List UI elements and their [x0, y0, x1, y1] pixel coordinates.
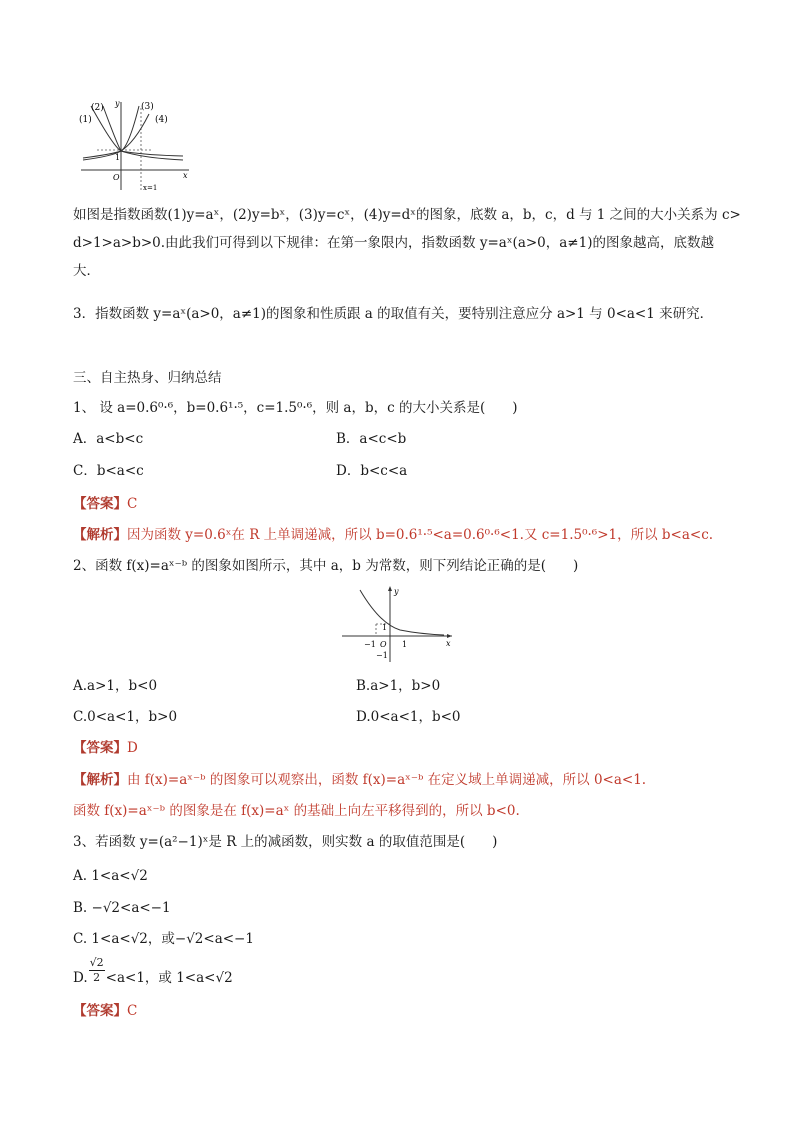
curve-label-3: (3): [141, 102, 154, 112]
q1-analysis-text: 因为函数 y=0.6ˣ在 R 上单调递减，所以 b=0.6¹·⁵<a=0.6⁰·⁶<1.又 c=1.5⁰·⁶>1，所以 b<a<c.: [127, 527, 714, 543]
q3-stem: 3、若函数 y=(a²−1)ˣ是 R 上的减函数，则实数 a 的取值范围是( ): [73, 834, 498, 850]
q1-option-a: A．a<b<c: [73, 431, 144, 447]
q1-answer: [73, 494, 137, 514]
q1-analysis: [73, 525, 713, 545]
q2-analysis-label: 【解析】: [73, 772, 127, 788]
curve-label-4: (4): [155, 115, 168, 125]
q2-graph-figure: [340, 584, 456, 664]
q2-option-b: B.a>1，b>0: [356, 678, 441, 694]
intro-line-3: 大．: [73, 263, 100, 279]
q2-axis-y: y: [394, 587, 399, 596]
q1-analysis-label: 【解析】: [73, 527, 127, 543]
q2-answer-label: 【答案】: [73, 740, 127, 756]
q2-one-y: 1: [382, 623, 388, 632]
q3-option-a: A. 1<a<√2: [73, 868, 148, 884]
q2-analysis-line-2: 函数 f(x)=aˣ⁻ᵇ 的图象是在 f(x)=aˣ 的基础上向左平移得到的，所以 b<0.: [73, 803, 520, 819]
q3-option-d-rest: <a<1，或 1<a<√2: [105, 970, 233, 986]
x-eq-1-label: x=1: [143, 184, 158, 192]
curve-label-2: (2): [91, 103, 104, 113]
q1-answer-label: 【答案】: [73, 496, 127, 512]
q2-option-a: A.a>1，b<0: [73, 678, 158, 694]
q3-answer-label: 【答案】: [73, 1003, 127, 1019]
q2-axis-x: x: [446, 639, 451, 648]
q2-analysis-text-1: 由 f(x)=aˣ⁻ᵇ 的图象可以观察出，函数 f(x)=aˣ⁻ᵇ 在定义域上单调递减，所以 0<a<1.: [127, 772, 647, 788]
q3-option-d-prefix: D.: [73, 970, 88, 986]
section-title: 三、自主热身、归纳总结: [73, 370, 222, 386]
q2-analysis-line-1: [73, 770, 646, 790]
q3-option-b: B. −√2<a<−1: [73, 900, 171, 916]
q2-minus-one-x: −1: [364, 640, 376, 649]
exponential-curves-figure: [73, 98, 193, 194]
q2-one-x: 1: [402, 640, 408, 649]
q2-option-c: C.0<a<1，b>0: [73, 709, 178, 725]
axis-x-label: x: [183, 171, 188, 180]
q1-option-b: B．a<c<b: [336, 431, 407, 447]
q2-minus-one-y: −1: [376, 651, 388, 660]
intro-line-2: d>1>a>b>0.由此我们可得到以下规律：在第一象限内，指数函数 y=aˣ(a>0，a≠1)的图象越高，底数越: [73, 235, 714, 251]
q2-answer: [73, 738, 138, 758]
one-label: 1: [115, 153, 121, 162]
point-3: 3．指数函数 y=aˣ(a>0，a≠1)的图象和性质跟 a 的取值有关，要特别注意应分 a>1 与 0<a<1 来研究．: [73, 306, 714, 322]
q3-option-d: [73, 956, 233, 992]
q3-answer-value: C: [127, 1003, 138, 1019]
q2-option-d: D.0<a<1，b<0: [356, 709, 461, 725]
q1-answer-value: C: [127, 496, 138, 512]
q3-option-c: C. 1<a<√2，或−√2<a<−1: [73, 931, 254, 947]
q2-stem: 2、函数 f(x)=aˣ⁻ᵇ 的图象如图所示，其中 a，b 为常数，则下列结论正确的是( ): [73, 558, 579, 574]
curve-label-1: (1): [79, 115, 92, 125]
q3-option-d-denominator: 2: [93, 971, 101, 984]
q3-answer: [73, 1001, 137, 1021]
q1-stem: 1、 设 a=0.6⁰·⁶，b=0.6¹·⁵，c=1.5⁰·⁶，则 a，b，c 的大小关系是( ): [73, 400, 518, 416]
q2-origin: O: [380, 640, 387, 649]
intro-line-1: 如图是指数函数(1)y=aˣ，(2)y=bˣ，(3)y=cˣ，(4)y=dˣ的图象，底数 a，b，c，d 与 1 之间的大小关系为 c>: [73, 207, 741, 223]
q3-option-d-numerator: √2: [89, 956, 104, 969]
origin-label: O: [113, 173, 120, 182]
q1-option-d: D．b<c<a: [336, 463, 408, 479]
q1-option-c: C．b<a<c: [73, 463, 144, 479]
q3-option-d-fraction: [89, 956, 105, 985]
axis-y-label: y: [115, 99, 120, 108]
q2-answer-value: D: [127, 740, 138, 756]
